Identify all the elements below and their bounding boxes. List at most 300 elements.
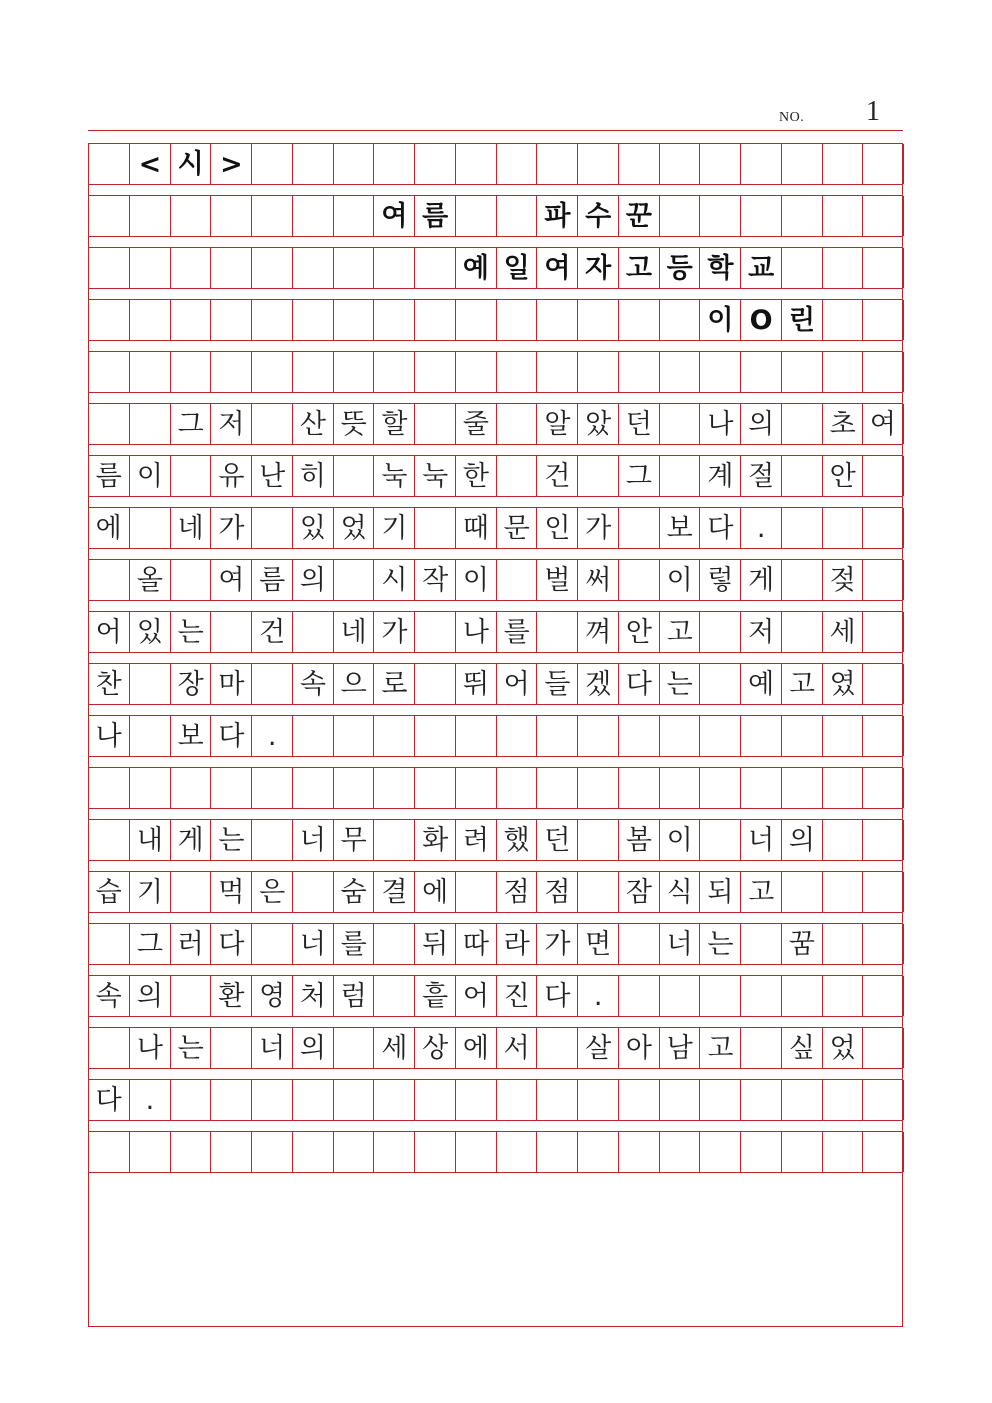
grid-cell — [414, 1080, 455, 1120]
grid-cell — [822, 508, 863, 548]
grid-cell — [577, 248, 618, 288]
grid-cell — [129, 196, 170, 236]
cell-character: 는 — [177, 1032, 204, 1064]
cell-character: 따 — [462, 928, 489, 960]
grid-cell — [455, 248, 496, 288]
grid-cell — [373, 508, 414, 548]
cell-character: . — [756, 512, 766, 544]
grid-cell — [862, 768, 903, 808]
cell-character: 의 — [299, 1032, 326, 1064]
grid-cell — [659, 1028, 700, 1068]
grid-cell — [659, 872, 700, 912]
cell-character: 속 — [95, 980, 122, 1012]
grid-cell — [455, 664, 496, 704]
grid-cell — [496, 196, 537, 236]
grid-cell — [129, 144, 170, 184]
grid-cell — [496, 300, 537, 340]
cell-character: 뒤 — [422, 928, 449, 960]
cell-character: 자 — [585, 252, 612, 284]
cell-character: 보 — [177, 720, 204, 752]
grid-cell — [781, 820, 822, 860]
grid-cell — [88, 248, 129, 288]
grid-cell — [862, 248, 903, 288]
cell-character: 속 — [299, 668, 326, 700]
grid-cell — [292, 404, 333, 444]
grid-cell — [699, 1080, 740, 1120]
cell-character: 꾼 — [625, 200, 652, 232]
grid-cell — [292, 1080, 333, 1120]
cell-character: 고 — [625, 252, 652, 284]
cell-character: 껴 — [585, 616, 612, 648]
grid-cell — [373, 924, 414, 964]
grid-cell — [251, 560, 292, 600]
grid-cell — [333, 560, 374, 600]
grid-cell — [414, 1028, 455, 1068]
cell-character: 다 — [707, 512, 734, 544]
grid-cell — [129, 1080, 170, 1120]
grid-cell — [862, 404, 903, 444]
grid-cell — [618, 352, 659, 392]
grid-cell — [781, 144, 822, 184]
grid-cell — [333, 196, 374, 236]
grid-cell — [373, 196, 414, 236]
grid-cell — [536, 560, 577, 600]
cell-character: 나 — [707, 408, 734, 440]
grid-cell — [129, 352, 170, 392]
grid-cell — [292, 300, 333, 340]
grid-cell — [170, 248, 211, 288]
cell-character: 의 — [788, 824, 815, 856]
grid-cell — [740, 924, 781, 964]
grid-cell — [251, 768, 292, 808]
grid-cell — [88, 612, 129, 652]
grid-cell — [455, 768, 496, 808]
grid-cell — [496, 1132, 537, 1172]
grid-cell — [496, 1028, 537, 1068]
cell-character: 에 — [95, 512, 122, 544]
grid-cell — [577, 1132, 618, 1172]
cell-character: 가 — [218, 512, 245, 544]
row-bottom-line — [88, 184, 903, 185]
grid-cell — [699, 196, 740, 236]
cell-character: 했 — [503, 824, 530, 856]
grid-cell — [577, 300, 618, 340]
cell-character: 되 — [707, 876, 734, 908]
grid-cell — [88, 872, 129, 912]
grid-cell — [822, 144, 863, 184]
cell-character: 벌 — [544, 564, 571, 596]
cell-character: 알 — [544, 408, 571, 440]
grid-cell — [333, 716, 374, 756]
grid-cell — [414, 1132, 455, 1172]
grid-cell — [618, 820, 659, 860]
grid-cell — [536, 716, 577, 756]
grid-cell — [618, 612, 659, 652]
cell-character: 계 — [707, 460, 734, 492]
cell-character: 찬 — [95, 668, 122, 700]
header-rule — [88, 130, 903, 131]
cell-character: 겠 — [585, 668, 612, 700]
grid-row — [88, 924, 903, 964]
cell-character: 먹 — [218, 876, 245, 908]
row-bottom-line — [88, 652, 903, 653]
grid-cell — [822, 612, 863, 652]
cell-character: 올 — [136, 564, 163, 596]
cell-character: 다 — [544, 980, 571, 1012]
grid-cell — [740, 404, 781, 444]
cell-character: 었 — [829, 1032, 856, 1064]
cell-character: 안 — [829, 460, 856, 492]
grid-cell — [170, 1028, 211, 1068]
grid-cell — [129, 612, 170, 652]
cell-character: 던 — [625, 408, 652, 440]
cell-character: 들 — [544, 668, 571, 700]
grid-cell — [373, 820, 414, 860]
cell-character: 학 — [707, 252, 734, 284]
grid-cell — [210, 508, 251, 548]
grid-cell — [577, 456, 618, 496]
cell-character: 이 — [707, 304, 734, 336]
grid-cell — [88, 196, 129, 236]
cell-character: 를 — [340, 928, 367, 960]
grid-cell — [618, 872, 659, 912]
grid-cell — [659, 144, 700, 184]
cell-character: 를 — [503, 616, 530, 648]
grid-cell — [414, 924, 455, 964]
grid-cell — [536, 508, 577, 548]
grid-cell — [781, 768, 822, 808]
grid-cell — [699, 1028, 740, 1068]
grid-cell — [659, 508, 700, 548]
grid-cell — [455, 352, 496, 392]
grid-cell — [170, 820, 211, 860]
grid-cell — [740, 1132, 781, 1172]
grid-cell — [373, 456, 414, 496]
grid-cell — [333, 976, 374, 1016]
grid-cell — [781, 872, 822, 912]
grid-cell — [210, 664, 251, 704]
cell-character: 어 — [462, 980, 489, 1012]
row-bottom-line — [88, 1120, 903, 1121]
grid-cell — [170, 768, 211, 808]
grid-cell — [333, 456, 374, 496]
cell-character: 세 — [829, 616, 856, 648]
row-bottom-line — [88, 496, 903, 497]
cell-character: 세 — [381, 1032, 408, 1064]
grid-cell — [577, 404, 618, 444]
grid-cell — [170, 664, 211, 704]
grid-cell — [781, 248, 822, 288]
row-bottom-line — [88, 600, 903, 601]
grid-cell — [88, 716, 129, 756]
grid-cell — [822, 300, 863, 340]
cell-character: > — [220, 148, 243, 180]
manuscript-grid — [88, 143, 903, 1327]
grid-row — [88, 872, 903, 912]
grid-cell — [699, 612, 740, 652]
cell-character: 였 — [829, 668, 856, 700]
grid-cell — [781, 1028, 822, 1068]
cell-character: 살 — [585, 1032, 612, 1064]
grid-cell — [251, 404, 292, 444]
grid-cell — [292, 1132, 333, 1172]
grid-cell — [740, 144, 781, 184]
grid-cell — [129, 300, 170, 340]
grid-cell — [699, 248, 740, 288]
cell-character: 꿈 — [788, 928, 815, 960]
page-number-label: NO. — [779, 110, 805, 125]
grid-cell — [129, 456, 170, 496]
grid-cell — [659, 196, 700, 236]
grid-cell — [129, 1028, 170, 1068]
grid-cell — [496, 976, 537, 1016]
row-bottom-line — [88, 392, 903, 393]
cell-character: 저 — [748, 616, 775, 648]
grid-cell — [129, 560, 170, 600]
grid-cell — [292, 560, 333, 600]
grid-cell — [618, 300, 659, 340]
grid-row — [88, 144, 903, 184]
cell-character: 등 — [666, 252, 693, 284]
grid-cell — [740, 1028, 781, 1068]
grid-cell — [822, 872, 863, 912]
grid-cell — [577, 924, 618, 964]
grid-cell — [292, 924, 333, 964]
grid-cell — [659, 560, 700, 600]
grid-cell — [210, 300, 251, 340]
grid-cell — [822, 196, 863, 236]
grid-cell — [251, 144, 292, 184]
grid-cell — [577, 1028, 618, 1068]
cell-character: 잠 — [625, 876, 652, 908]
grid-cell — [373, 1028, 414, 1068]
grid-cell — [251, 924, 292, 964]
grid-cell — [618, 768, 659, 808]
grid-cell — [455, 612, 496, 652]
grid-cell — [333, 1080, 374, 1120]
grid-cell — [333, 1028, 374, 1068]
grid-cell — [373, 404, 414, 444]
cell-character: 에 — [422, 876, 449, 908]
grid-cell — [210, 612, 251, 652]
cell-character: 그 — [136, 928, 163, 960]
row-bottom-line — [88, 1172, 903, 1173]
cell-character: 여 — [218, 564, 245, 596]
cell-character: 히 — [299, 460, 326, 492]
grid-cell — [659, 1080, 700, 1120]
grid-cell — [659, 820, 700, 860]
grid-cell — [251, 1080, 292, 1120]
grid-cell — [659, 300, 700, 340]
grid-cell — [210, 872, 251, 912]
grid-cell — [88, 664, 129, 704]
cell-character: 절 — [748, 460, 775, 492]
grid-cell — [373, 352, 414, 392]
grid-cell — [536, 1132, 577, 1172]
grid-cell — [822, 924, 863, 964]
grid-cell — [414, 144, 455, 184]
grid-cell — [88, 1132, 129, 1172]
grid-cell — [210, 716, 251, 756]
grid-cell — [699, 144, 740, 184]
grid-cell — [781, 352, 822, 392]
cell-character: 저 — [218, 408, 245, 440]
cell-character: 뛰 — [462, 668, 489, 700]
grid-cell — [333, 1132, 374, 1172]
grid-cell — [781, 924, 822, 964]
grid-cell — [577, 768, 618, 808]
grid-cell — [292, 456, 333, 496]
grid-cell — [210, 144, 251, 184]
cell-character: 라 — [503, 928, 530, 960]
grid-cell — [496, 352, 537, 392]
grid-cell — [333, 612, 374, 652]
grid-cell — [292, 352, 333, 392]
cell-character: 습 — [95, 876, 122, 908]
grid-cell — [699, 768, 740, 808]
grid-cell — [536, 872, 577, 912]
cell-character: 식 — [666, 876, 693, 908]
cell-character: 젖 — [829, 564, 856, 596]
grid-cell — [129, 716, 170, 756]
cell-character: 네 — [177, 512, 204, 544]
cell-character: 싶 — [788, 1032, 815, 1064]
grid-cell — [210, 196, 251, 236]
grid-cell — [496, 456, 537, 496]
cell-character: 름 — [95, 460, 122, 492]
cell-character: 보 — [666, 512, 693, 544]
grid-cell — [210, 248, 251, 288]
cell-character: 처 — [299, 980, 326, 1012]
grid-cell — [251, 872, 292, 912]
row-bottom-line — [88, 756, 903, 757]
grid-cell — [536, 248, 577, 288]
cell-character: 초 — [829, 408, 856, 440]
grid-cell — [740, 612, 781, 652]
grid-cell — [210, 404, 251, 444]
grid-cell — [373, 248, 414, 288]
grid-cell — [740, 560, 781, 600]
grid-cell — [414, 612, 455, 652]
grid-cell — [536, 300, 577, 340]
cell-character: 름 — [422, 200, 449, 232]
grid-cell — [659, 612, 700, 652]
grid-cell — [373, 716, 414, 756]
grid-cell — [618, 1028, 659, 1068]
grid-cell — [862, 820, 903, 860]
cell-character: 눅 — [422, 460, 449, 492]
cell-character: 일 — [503, 252, 530, 284]
grid-cell — [577, 612, 618, 652]
grid-cell — [292, 1028, 333, 1068]
row-bottom-line — [88, 964, 903, 965]
grid-cell — [822, 404, 863, 444]
grid-cell — [414, 768, 455, 808]
grid-cell — [455, 820, 496, 860]
cell-character: 었 — [340, 512, 367, 544]
grid-cell — [373, 872, 414, 912]
grid-cell — [210, 1080, 251, 1120]
grid-cell — [862, 1080, 903, 1120]
grid-cell — [129, 664, 170, 704]
grid-cell — [333, 508, 374, 548]
cell-character: 다 — [95, 1084, 122, 1116]
cell-character: 안 — [625, 616, 652, 648]
grid-cell — [822, 1080, 863, 1120]
cell-character: 아 — [625, 1032, 652, 1064]
grid-cell — [373, 560, 414, 600]
grid-cell — [496, 768, 537, 808]
grid-cell — [88, 768, 129, 808]
grid-cell — [822, 664, 863, 704]
cell-character: 게 — [177, 824, 204, 856]
cell-character: 숨 — [340, 876, 367, 908]
grid-cell — [414, 820, 455, 860]
grid-cell — [781, 1132, 822, 1172]
cell-character: 은 — [259, 876, 286, 908]
cell-character: O — [749, 304, 773, 336]
grid-cell — [210, 560, 251, 600]
cell-character: 할 — [381, 408, 408, 440]
grid-cell — [699, 456, 740, 496]
grid-cell — [781, 456, 822, 496]
grid-cell — [659, 248, 700, 288]
grid-cell — [577, 872, 618, 912]
grid-cell — [88, 144, 129, 184]
grid-cell — [862, 560, 903, 600]
cell-character: 면 — [585, 928, 612, 960]
grid-cell — [781, 196, 822, 236]
cell-character: 가 — [544, 928, 571, 960]
grid-cell — [699, 352, 740, 392]
grid-row — [88, 976, 903, 1016]
grid-cell — [455, 508, 496, 548]
cell-character: 수 — [585, 200, 612, 232]
grid-cell — [536, 1080, 577, 1120]
grid-cell — [210, 456, 251, 496]
grid-cell — [414, 976, 455, 1016]
row-bottom-line — [88, 236, 903, 237]
grid-cell — [740, 1080, 781, 1120]
grid-cell — [862, 144, 903, 184]
grid-cell — [862, 196, 903, 236]
cell-character: 눅 — [381, 460, 408, 492]
cell-character: 유 — [218, 460, 245, 492]
grid-cell — [536, 768, 577, 808]
grid-cell — [496, 820, 537, 860]
grid-cell — [373, 300, 414, 340]
cell-character: 이 — [666, 824, 693, 856]
page-number: 1 — [866, 96, 880, 127]
grid-cell — [129, 872, 170, 912]
grid-cell — [251, 352, 292, 392]
grid-cell — [414, 196, 455, 236]
grid-cell — [618, 404, 659, 444]
grid-cell — [496, 1080, 537, 1120]
grid-cell — [496, 404, 537, 444]
grid-cell — [577, 352, 618, 392]
cell-character: 로 — [381, 668, 408, 700]
grid-cell — [414, 560, 455, 600]
grid-cell — [455, 872, 496, 912]
grid-cell — [210, 768, 251, 808]
grid-cell — [373, 1080, 414, 1120]
grid-cell — [618, 560, 659, 600]
grid-cell — [699, 508, 740, 548]
grid-row — [88, 300, 903, 340]
cell-character: 다 — [218, 720, 245, 752]
grid-cell — [170, 196, 211, 236]
